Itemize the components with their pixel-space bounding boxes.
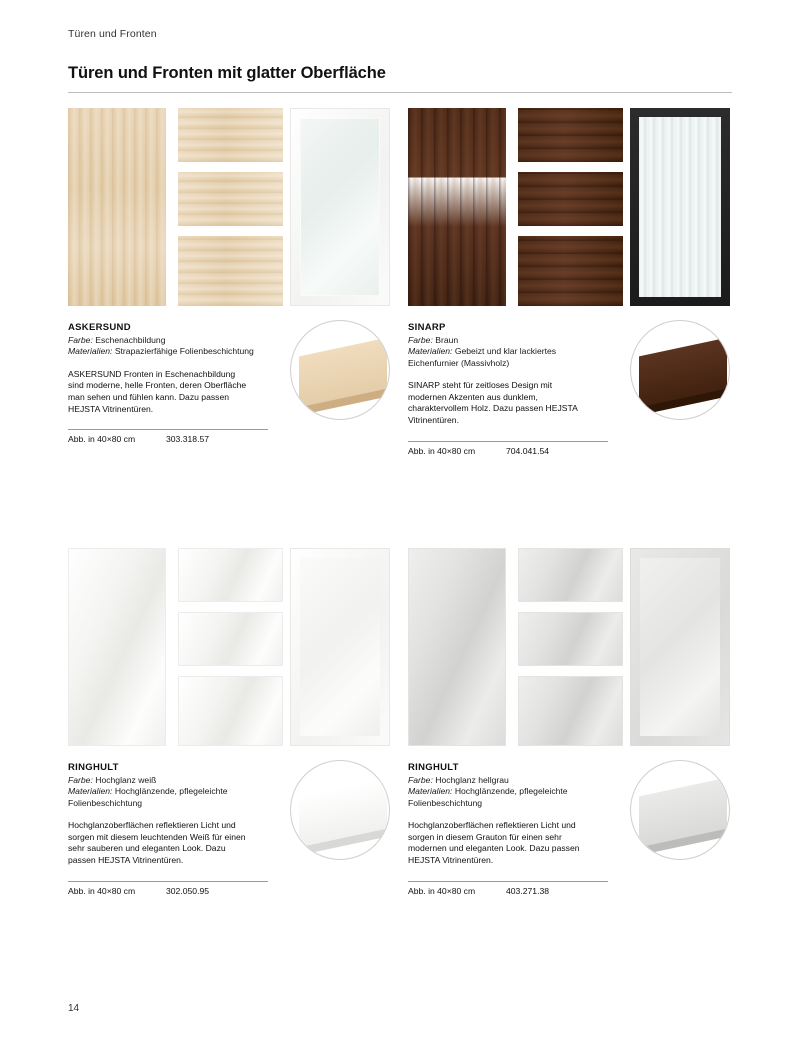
product-description: ASKERSUND Fronten in Eschenachbildung sind moderne, helle Fronten, deren Oberfläche man sehen und fühlen kann. Dazu passen HEJSTA Vitrinentüren. (68, 368, 247, 414)
glass-door (630, 548, 730, 746)
color-value: Hochglanz hellgrau (435, 775, 509, 785)
glass-door (630, 108, 730, 306)
product-block-ringhult-hellgrau (408, 548, 738, 896)
running-head: Türen und Fronten (68, 28, 157, 40)
product-article-number: 704.041.54 (506, 445, 550, 456)
glass-pane (300, 118, 380, 296)
product-block-askersund (68, 108, 398, 444)
page-number: 14 (68, 1003, 80, 1014)
title-divider (68, 92, 732, 93)
swatch-area (68, 548, 398, 748)
product-color (408, 775, 608, 786)
color-label: Farbe: (68, 775, 93, 785)
drawer-front-1 (178, 108, 283, 162)
page-title: Türen und Fronten mit glatter Oberfläche (68, 64, 386, 82)
product-block-ringhult-weiss (68, 548, 398, 896)
color-label: Farbe: (408, 335, 433, 345)
swatch-area (408, 548, 738, 748)
product-block-sinarp (408, 108, 738, 456)
product-materials (68, 346, 268, 357)
drawer-front-1 (518, 548, 623, 602)
glass-door (290, 108, 390, 306)
door-panel-large (68, 548, 166, 746)
door-panel-large (408, 108, 506, 306)
product-description: Hochglanzoberflächen reflektieren Licht und sorgen mit diesem leuchtenden Weiß für einen sehr sauberen und eleganten Look. Dazu passen HEJSTA Vitrinentüren. (68, 820, 246, 866)
product-info (408, 322, 608, 456)
detail-photo-ringhult-weiss (290, 760, 390, 860)
product-info (408, 762, 608, 896)
color-label: Farbe: (68, 335, 93, 345)
materials-label: Materialien: (68, 786, 113, 797)
detail-photo-sinarp (630, 320, 730, 420)
product-name: RINGHULT (68, 762, 119, 773)
product-article-number: 403.271.38 (506, 885, 550, 896)
glass-pane (300, 558, 380, 736)
drawer-front-2 (178, 172, 283, 226)
product-materials (408, 346, 608, 369)
product-materials (408, 786, 608, 809)
color-value: Hochglanz weiß (95, 775, 157, 785)
materials-value: Hochglänzende, pflegeleichte Folienbeschichtung (68, 786, 228, 808)
door-panel-large (408, 548, 506, 746)
product-info (68, 762, 268, 896)
glass-pane (640, 558, 720, 736)
swatch-area (408, 108, 738, 308)
product-dimension: Abb. in 40×80 cm (408, 885, 476, 896)
product-description: SINARP steht für zeitloses Design mit modernen Akzenten aus dunklem, charaktervollem Holz. Dazu passen HEJSTA Vitrinentüren. (408, 380, 578, 426)
product-info (68, 322, 268, 444)
drawer-front-2 (518, 172, 623, 226)
drawer-front-2 (518, 612, 623, 666)
product-meta (408, 441, 608, 456)
product-name: RINGHULT (408, 762, 459, 773)
glass-door (290, 548, 390, 746)
materials-value: Gebeizt und klar lackiertes Eichenfurnier (Massivholz) (408, 346, 557, 368)
product-name: SINARP (408, 322, 446, 333)
drawer-front-3 (518, 676, 623, 746)
edge-detail (299, 338, 387, 409)
drawer-front-3 (518, 236, 623, 306)
product-dimension: Abb. in 40×80 cm (68, 885, 136, 896)
drawer-front-1 (178, 548, 283, 602)
materials-label: Materialien: (408, 346, 453, 357)
product-description: Hochglanzoberflächen reflektieren Licht und sorgen in diesem Grauton für einen sehr modernen und eleganten Look. Dazu passen HEJSTA Vitrinentüren. (408, 820, 580, 866)
product-meta (68, 429, 268, 444)
materials-value: Strapazierfähige Folienbeschichtung (114, 346, 254, 357)
product-name: ASKERSUND (68, 322, 131, 333)
detail-photo-askersund (290, 320, 390, 420)
materials-label: Materialien: (408, 786, 453, 797)
glass-pane (639, 117, 721, 297)
product-materials (68, 786, 268, 809)
product-dimension: Abb. in 40×80 cm (68, 434, 136, 445)
product-color (68, 775, 268, 786)
drawer-front-2 (178, 612, 283, 666)
product-article-number: 302.050.95 (166, 885, 210, 896)
product-color (68, 335, 268, 346)
color-label: Farbe: (408, 775, 433, 785)
door-panel-large (68, 108, 166, 306)
swatch-area (68, 108, 398, 308)
product-meta (68, 881, 268, 896)
detail-photo-ringhult-hellgrau (630, 760, 730, 860)
materials-value: Hochglänzende, pflegeleichte Folienbeschichtung (408, 786, 568, 808)
edge-detail (639, 778, 727, 849)
product-color (408, 335, 608, 346)
drawer-front-3 (178, 676, 283, 746)
drawer-front-3 (178, 236, 283, 306)
materials-label: Materialien: (68, 346, 113, 357)
edge-detail (299, 778, 387, 849)
drawer-front-1 (518, 108, 623, 162)
product-article-number: 303.318.57 (166, 434, 210, 445)
product-dimension: Abb. in 40×80 cm (408, 445, 476, 456)
color-value: Braun (435, 335, 459, 345)
edge-detail (639, 338, 727, 409)
color-value: Eschenachbildung (95, 335, 166, 345)
product-meta (408, 881, 608, 896)
